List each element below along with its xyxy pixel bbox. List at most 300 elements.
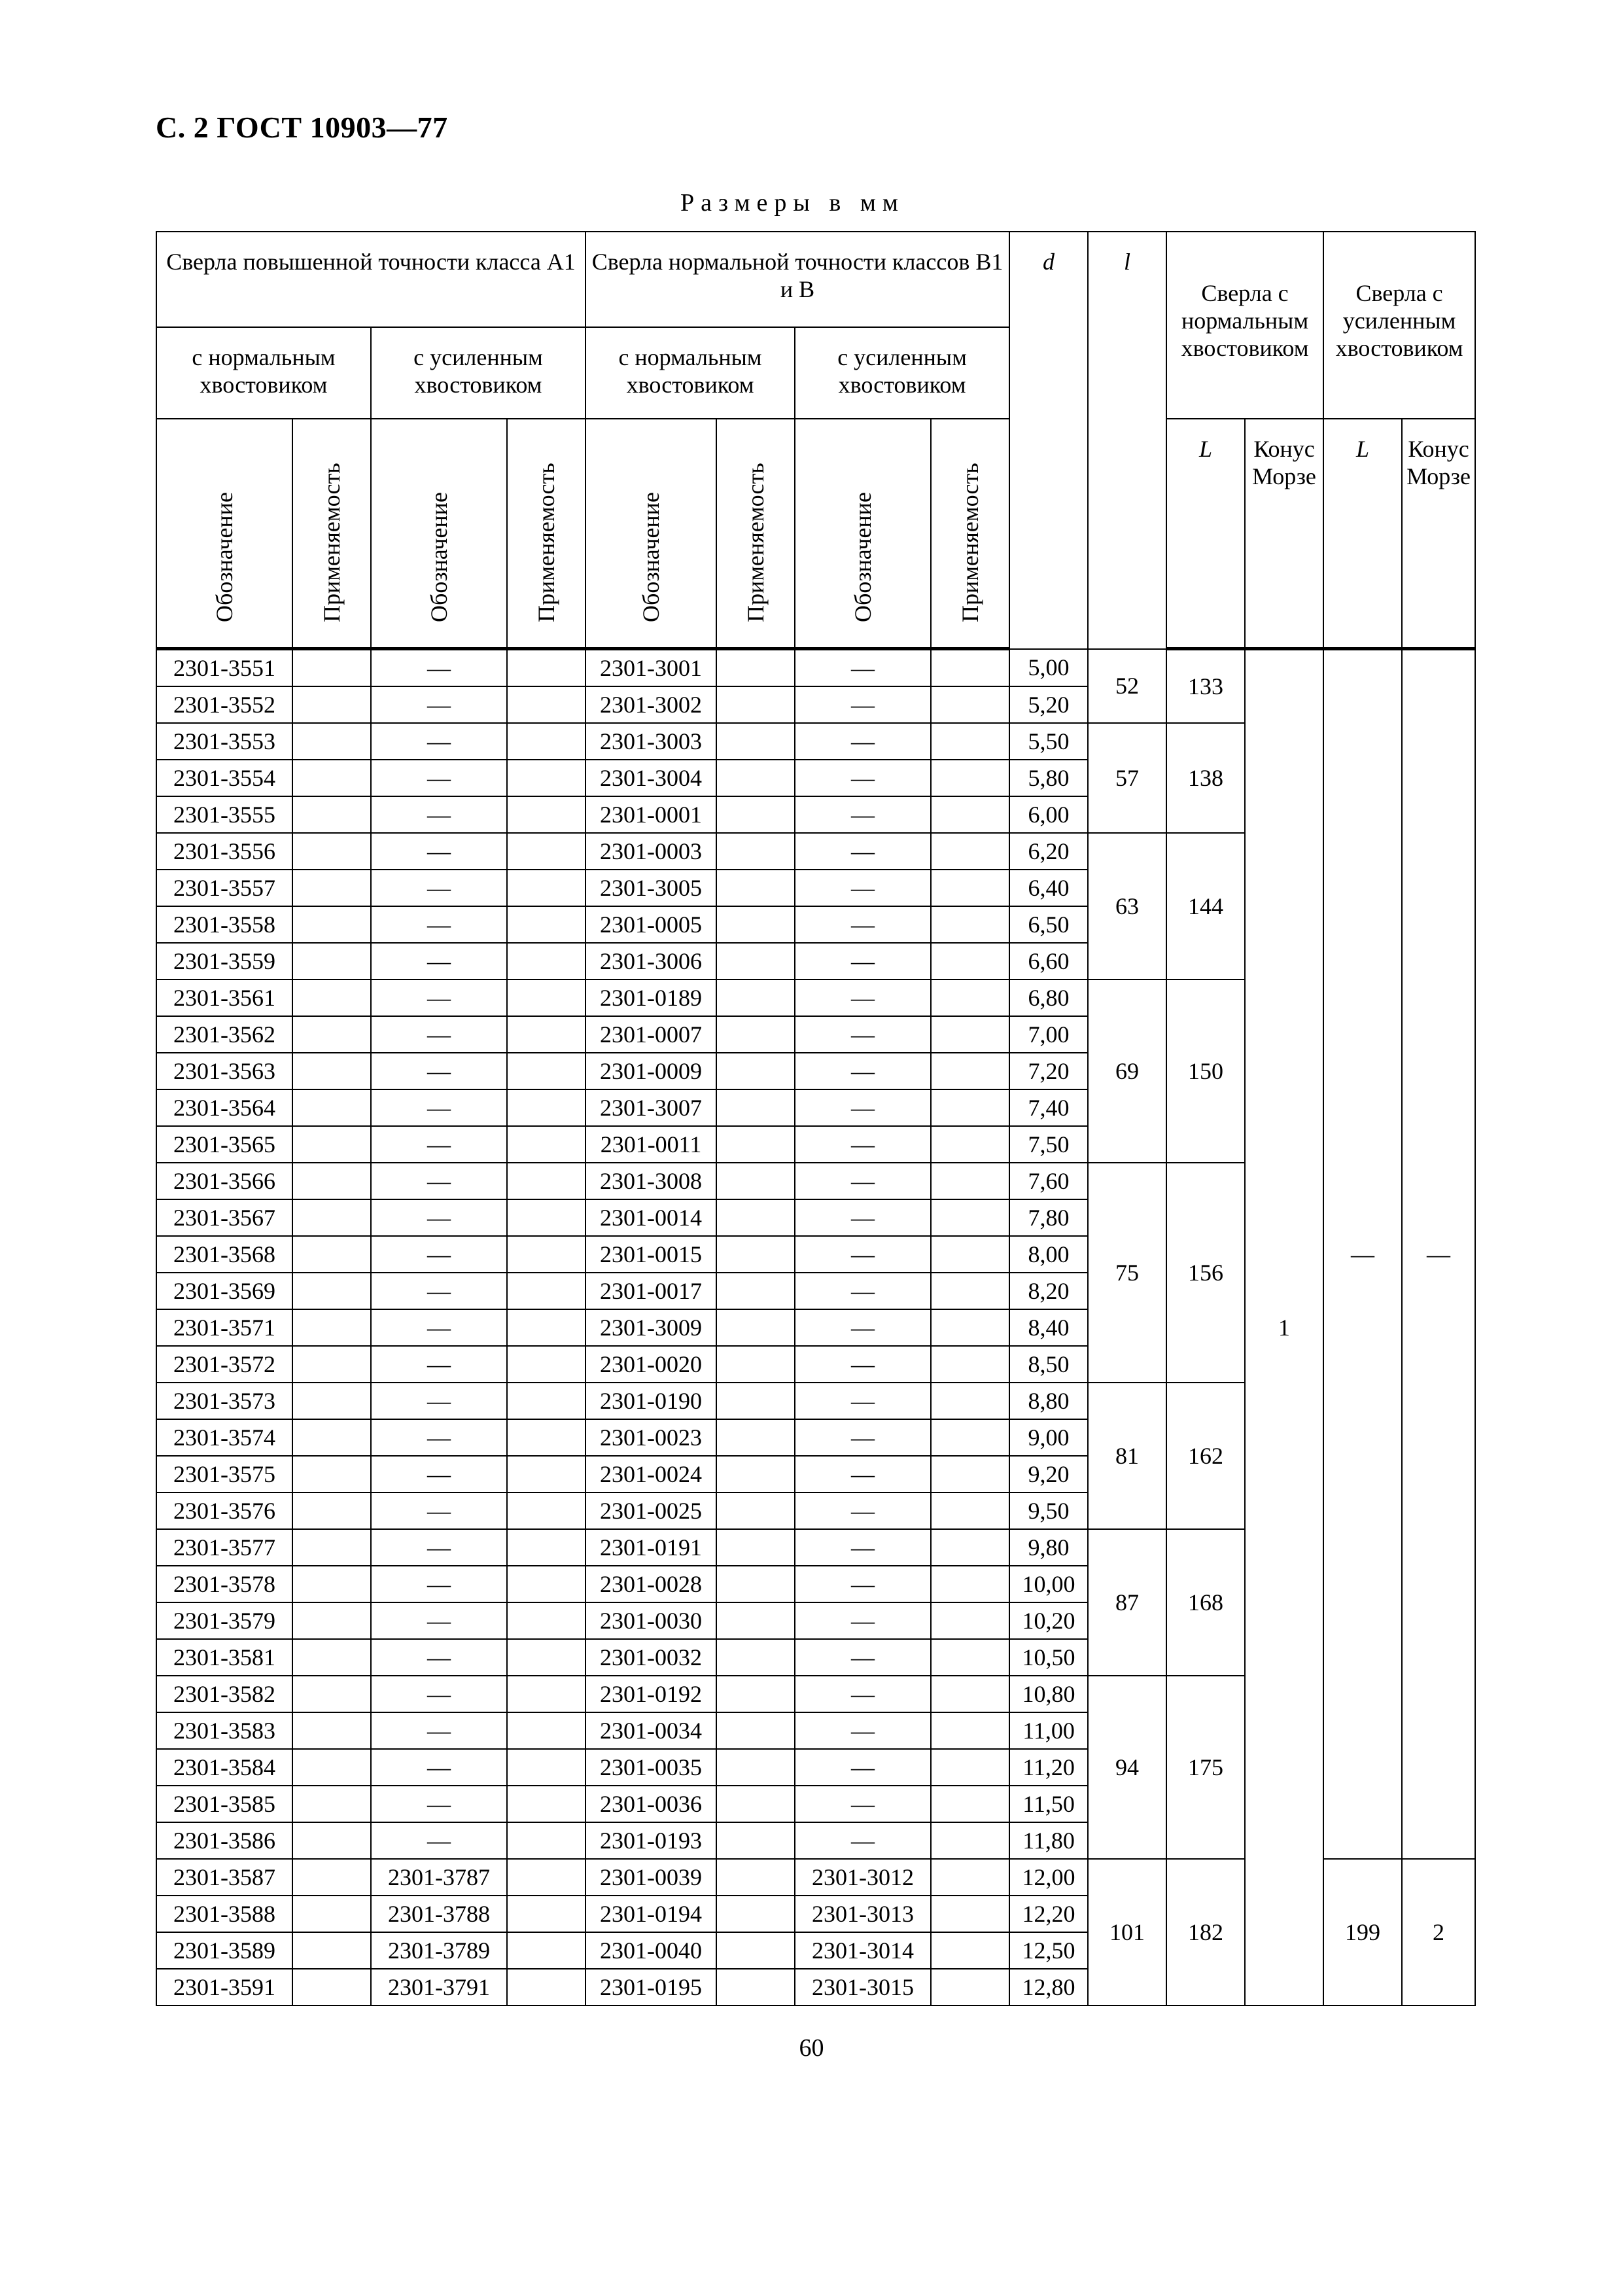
applicability-b-normal [716,1529,795,1566]
applicability-b-reinforced [931,1383,1009,1419]
designation-a1-normal: 2301-3584 [156,1749,292,1786]
length-l: 75 [1088,1163,1166,1383]
col-L-normal [1166,419,1245,649]
designation-a1-reinforced: — [371,1089,507,1126]
applicability-b-normal [716,870,795,906]
designation-a1-reinforced: — [371,980,507,1016]
designation-a1-normal: 2301-3562 [156,1016,292,1053]
diameter-d: 12,50 [1009,1932,1088,1969]
applicability-a1-normal [292,1932,371,1969]
diameter-d: 10,00 [1009,1566,1088,1602]
applicability-b-normal [716,1676,795,1712]
applicability-a1-reinforced [507,1456,585,1492]
designation-a1-reinforced: — [371,796,507,833]
designation-a1-normal: 2301-3552 [156,686,292,723]
applicability-b-reinforced [931,1126,1009,1163]
morse-taper-reinforced: 2 [1402,1859,1475,2005]
designation-a1-normal: 2301-3579 [156,1602,292,1639]
designation-b-normal: 2301-0032 [585,1639,716,1676]
table-row [156,649,1475,687]
designation-b-normal: 2301-0039 [585,1859,716,1896]
designation-a1-normal: 2301-3574 [156,1419,292,1456]
designation-b-normal: 2301-3006 [585,943,716,980]
applicability-a1-reinforced [507,1932,585,1969]
diameter-d: 8,80 [1009,1383,1088,1419]
morse-taper-reinforced: — [1402,649,1475,1860]
applicability-b-reinforced [931,686,1009,723]
designation-a1-normal: 2301-3585 [156,1786,292,1822]
applicability-b-reinforced [931,980,1009,1016]
col-applicability-b-normal: Применяемость [716,419,795,649]
diameter-d: 6,00 [1009,796,1088,833]
designation-a1-normal: 2301-3578 [156,1566,292,1602]
designation-a1-reinforced: — [371,1419,507,1456]
designation-b-normal: 2301-0011 [585,1126,716,1163]
diameter-d: 5,50 [1009,723,1088,760]
designation-a1-reinforced: — [371,1053,507,1089]
applicability-b-normal [716,1016,795,1053]
designation-b-reinforced: — [795,1712,931,1749]
applicability-a1-normal [292,1199,371,1236]
designation-b-reinforced: — [795,1016,931,1053]
designation-a1-reinforced: — [371,1492,507,1529]
applicability-a1-normal [292,906,371,943]
designation-a1-normal: 2301-3582 [156,1676,292,1712]
applicability-a1-reinforced [507,1822,585,1859]
header-l [1088,232,1166,649]
length-L-normal: 168 [1166,1529,1245,1676]
diameter-d: 6,80 [1009,980,1088,1016]
designation-b-normal: 2301-3001 [585,649,716,687]
designation-b-normal: 2301-0193 [585,1822,716,1859]
designation-a1-normal: 2301-3568 [156,1236,292,1273]
applicability-a1-normal [292,1309,371,1346]
designation-a1-reinforced: — [371,1383,507,1419]
designation-b-normal: 2301-0028 [585,1566,716,1602]
designation-b-normal: 2301-0003 [585,833,716,870]
applicability-a1-reinforced [507,1969,585,2005]
applicability-a1-reinforced [507,1163,585,1199]
designation-a1-reinforced: — [371,649,507,687]
designation-b-normal: 2301-0036 [585,1786,716,1822]
applicability-a1-reinforced [507,1089,585,1126]
applicability-a1-reinforced [507,1786,585,1822]
applicability-a1-reinforced [507,1273,585,1309]
designation-a1-normal: 2301-3573 [156,1383,292,1419]
designation-b-normal: 2301-3002 [585,686,716,723]
designation-a1-reinforced: — [371,1346,507,1383]
diameter-d: 7,00 [1009,1016,1088,1053]
length-L-reinforced: — [1323,649,1402,1860]
diameter-d: 11,20 [1009,1749,1088,1786]
designation-b-reinforced: — [795,906,931,943]
document-header: С. 2 ГОСТ 10903—77 [156,111,448,144]
applicability-a1-normal [292,1053,371,1089]
designation-b-reinforced: — [795,1676,931,1712]
diameter-d: 8,20 [1009,1273,1088,1309]
applicability-b-reinforced [931,1089,1009,1126]
designation-a1-normal: 2301-3554 [156,760,292,796]
designation-a1-reinforced: — [371,1712,507,1749]
designation-b-reinforced: — [795,1236,931,1273]
length-L-normal: 144 [1166,833,1245,980]
applicability-b-normal [716,1053,795,1089]
designation-a1-normal: 2301-3591 [156,1969,292,2005]
diameter-d: 5,00 [1009,649,1088,687]
diameter-d: 10,50 [1009,1639,1088,1676]
applicability-a1-reinforced [507,1639,585,1676]
header-d-label: d [1043,249,1055,275]
header-l-label: l [1124,249,1131,275]
diameter-d: 8,00 [1009,1236,1088,1273]
applicability-a1-reinforced [507,1712,585,1749]
applicability-b-normal [716,1309,795,1346]
applicability-a1-normal [292,1492,371,1529]
designation-a1-normal: 2301-3557 [156,870,292,906]
designation-b-reinforced: — [795,796,931,833]
applicability-a1-normal [292,1273,371,1309]
length-L-reinforced: 199 [1323,1859,1402,2005]
applicability-a1-reinforced [507,1236,585,1273]
designation-b-normal: 2301-0190 [585,1383,716,1419]
applicability-a1-reinforced [507,1419,585,1456]
designation-b-normal: 2301-0001 [585,796,716,833]
designation-b-reinforced: — [795,1602,931,1639]
applicability-a1-normal [292,870,371,906]
applicability-b-normal [716,1089,795,1126]
length-L-normal: 156 [1166,1163,1245,1383]
designation-b-reinforced: — [795,1199,931,1236]
applicability-a1-normal [292,723,371,760]
applicability-a1-reinforced [507,1016,585,1053]
designation-a1-reinforced: — [371,1786,507,1822]
designation-a1-normal: 2301-3561 [156,980,292,1016]
page-number: 60 [799,2034,824,2062]
applicability-b-reinforced [931,1749,1009,1786]
designation-a1-normal: 2301-3564 [156,1089,292,1126]
designation-a1-normal: 2301-3559 [156,943,292,980]
applicability-b-normal [716,686,795,723]
diameter-d: 6,40 [1009,870,1088,906]
designation-b-reinforced: — [795,1822,931,1859]
designation-b-normal: 2301-0035 [585,1749,716,1786]
applicability-b-reinforced [931,1199,1009,1236]
designation-a1-reinforced: — [371,1163,507,1199]
length-l: 63 [1088,833,1166,980]
header-d [1009,232,1088,649]
designation-b-reinforced: — [795,980,931,1016]
applicability-a1-normal [292,833,371,870]
applicability-b-reinforced [931,1969,1009,2005]
col-designation-a1-normal: Обозначение [156,419,292,649]
designation-a1-reinforced: — [371,1016,507,1053]
applicability-b-normal [716,760,795,796]
designation-b-normal: 2301-0020 [585,1346,716,1383]
designation-a1-normal: 2301-3556 [156,833,292,870]
applicability-b-reinforced [931,723,1009,760]
applicability-b-normal [716,723,795,760]
designation-a1-normal: 2301-3576 [156,1492,292,1529]
applicability-a1-normal [292,1969,371,2005]
applicability-a1-reinforced [507,1566,585,1602]
designation-a1-reinforced: — [371,1749,507,1786]
designation-a1-normal: 2301-3565 [156,1126,292,1163]
designation-b-normal: 2301-0189 [585,980,716,1016]
table-body [156,649,1475,2006]
designation-a1-reinforced: — [371,833,507,870]
applicability-b-reinforced [931,760,1009,796]
applicability-a1-reinforced [507,723,585,760]
applicability-b-normal [716,943,795,980]
designation-b-normal: 2301-0007 [585,1016,716,1053]
applicability-b-reinforced [931,1786,1009,1822]
designation-b-reinforced: — [795,1126,931,1163]
designation-b-reinforced: 2301-3013 [795,1896,931,1932]
applicability-b-reinforced [931,1163,1009,1199]
col-L-normal-label: L [1199,436,1213,462]
applicability-b-reinforced [931,1602,1009,1639]
col-L-reinforced-label: L [1356,436,1370,462]
applicability-a1-normal [292,1566,371,1602]
col-morse-normal: Конус Морзе [1245,419,1323,649]
applicability-b-normal [716,1383,795,1419]
diameter-d: 6,20 [1009,833,1088,870]
applicability-b-normal [716,1639,795,1676]
length-L-normal: 138 [1166,723,1245,833]
designation-b-normal: 2301-0030 [585,1602,716,1639]
applicability-a1-normal [292,1822,371,1859]
designation-a1-reinforced: — [371,943,507,980]
applicability-b-reinforced [931,1053,1009,1089]
designation-b-reinforced: — [795,1492,931,1529]
length-L-normal: 182 [1166,1859,1245,2005]
units-caption: Размеры в мм [680,189,905,217]
designation-a1-normal: 2301-3567 [156,1199,292,1236]
applicability-a1-reinforced [507,1126,585,1163]
designation-b-reinforced: — [795,1529,931,1566]
designation-a1-reinforced: — [371,1199,507,1236]
designation-a1-reinforced: 2301-3789 [371,1932,507,1969]
applicability-a1-reinforced [507,1199,585,1236]
length-L-normal: 150 [1166,980,1245,1163]
applicability-b-reinforced [931,649,1009,687]
header-normal-precision: Сверла нормальной точности классов В1 и В [585,232,1009,327]
length-l: 57 [1088,723,1166,833]
applicability-a1-normal [292,980,371,1016]
designation-a1-reinforced: 2301-3788 [371,1896,507,1932]
diameter-d: 7,50 [1009,1126,1088,1163]
designation-b-normal: 2301-3005 [585,870,716,906]
length-L-normal: 175 [1166,1676,1245,1859]
diameter-d: 7,60 [1009,1163,1088,1199]
length-l: 81 [1088,1383,1166,1529]
designation-a1-normal: 2301-3588 [156,1896,292,1932]
applicability-b-normal [716,1419,795,1456]
applicability-b-reinforced [931,1859,1009,1896]
diameter-d: 7,40 [1009,1089,1088,1126]
applicability-a1-reinforced [507,686,585,723]
diameter-d: 8,40 [1009,1309,1088,1346]
drill-spec-table [156,231,1476,2006]
applicability-a1-normal [292,1676,371,1712]
applicability-a1-reinforced [507,1383,585,1419]
applicability-a1-reinforced [507,1492,585,1529]
designation-a1-normal: 2301-3563 [156,1053,292,1089]
applicability-b-normal [716,1932,795,1969]
applicability-b-reinforced [931,1932,1009,1969]
col-designation-b-normal: Обозначение [585,419,716,649]
applicability-b-normal [716,1566,795,1602]
designation-b-reinforced: — [795,649,931,687]
applicability-a1-normal [292,649,371,687]
designation-a1-reinforced: — [371,1566,507,1602]
applicability-b-normal [716,1273,795,1309]
applicability-a1-reinforced [507,1346,585,1383]
designation-b-normal: 2301-0023 [585,1419,716,1456]
designation-b-normal: 2301-3007 [585,1089,716,1126]
applicability-a1-normal [292,1236,371,1273]
subheader-a1-reinforced-shank: с усиленным хвостовиком [371,327,585,419]
designation-b-reinforced: — [795,1089,931,1126]
designation-b-reinforced: — [795,943,931,980]
designation-b-normal: 2301-0017 [585,1273,716,1309]
col-designation-b-reinforced: Обозначение [795,419,931,649]
applicability-a1-reinforced [507,1859,585,1896]
applicability-b-reinforced [931,906,1009,943]
col-applicability-b-reinforced: Применяемость [931,419,1009,649]
applicability-a1-normal [292,760,371,796]
designation-b-normal: 2301-3003 [585,723,716,760]
designation-a1-reinforced: 2301-3787 [371,1859,507,1896]
designation-a1-reinforced: — [371,686,507,723]
applicability-b-reinforced [931,1419,1009,1456]
applicability-a1-reinforced [507,796,585,833]
applicability-b-reinforced [931,943,1009,980]
diameter-d: 9,00 [1009,1419,1088,1456]
designation-b-normal: 2301-0191 [585,1529,716,1566]
applicability-b-reinforced [931,1309,1009,1346]
applicability-a1-reinforced [507,943,585,980]
applicability-a1-reinforced [507,833,585,870]
applicability-a1-normal [292,1859,371,1896]
designation-b-reinforced: — [795,1309,931,1346]
applicability-b-reinforced [931,1896,1009,1932]
applicability-a1-normal [292,1639,371,1676]
designation-a1-reinforced: — [371,870,507,906]
applicability-b-normal [716,1859,795,1896]
designation-b-reinforced: — [795,870,931,906]
applicability-b-reinforced [931,1822,1009,1859]
length-l: 52 [1088,649,1166,724]
applicability-b-normal [716,1786,795,1822]
designation-b-reinforced: — [795,1456,931,1492]
length-L-normal: 133 [1166,649,1245,724]
applicability-b-normal [716,1896,795,1932]
designation-a1-reinforced: — [371,1639,507,1676]
designation-a1-reinforced: — [371,1273,507,1309]
diameter-d: 5,20 [1009,686,1088,723]
subheader-b-reinforced-shank: с усиленным хвостовиком [795,327,1009,419]
designation-a1-normal: 2301-3571 [156,1309,292,1346]
header-high-precision: Сверла повышенной точности класса А1 [156,232,585,327]
designation-b-reinforced: — [795,833,931,870]
applicability-a1-normal [292,1016,371,1053]
applicability-b-normal [716,1456,795,1492]
designation-a1-reinforced: — [371,1676,507,1712]
designation-a1-normal: 2301-3586 [156,1822,292,1859]
designation-b-reinforced: — [795,1273,931,1309]
applicability-a1-reinforced [507,649,585,687]
applicability-b-reinforced [931,833,1009,870]
designation-a1-reinforced: — [371,760,507,796]
diameter-d: 9,20 [1009,1456,1088,1492]
applicability-b-reinforced [931,1566,1009,1602]
applicability-b-reinforced [931,1016,1009,1053]
designation-a1-normal: 2301-3558 [156,906,292,943]
applicability-a1-reinforced [507,1309,585,1346]
diameter-d: 7,20 [1009,1053,1088,1089]
col-applicability-a1-normal: Применяемость [292,419,371,649]
applicability-a1-normal [292,1163,371,1199]
applicability-b-normal [716,833,795,870]
applicability-b-normal [716,1492,795,1529]
applicability-b-reinforced [931,1236,1009,1273]
applicability-a1-normal [292,1419,371,1456]
applicability-b-normal [716,649,795,687]
applicability-a1-reinforced [507,1529,585,1566]
col-designation-a1-reinforced: Обозначение [371,419,507,649]
applicability-b-normal [716,906,795,943]
diameter-d: 12,00 [1009,1859,1088,1896]
diameter-d: 9,80 [1009,1529,1088,1566]
applicability-b-normal [716,1749,795,1786]
designation-a1-normal: 2301-3589 [156,1932,292,1969]
applicability-a1-reinforced [507,1053,585,1089]
applicability-b-reinforced [931,870,1009,906]
designation-b-reinforced: 2301-3014 [795,1932,931,1969]
designation-b-normal: 2301-0195 [585,1969,716,2005]
designation-b-normal: 2301-0024 [585,1456,716,1492]
applicability-b-normal [716,1199,795,1236]
applicability-a1-reinforced [507,1602,585,1639]
designation-b-normal: 2301-0192 [585,1676,716,1712]
designation-a1-normal: 2301-3587 [156,1859,292,1896]
diameter-d: 6,60 [1009,943,1088,980]
header-normal-shank-drills: Сверла с нормальным хвостовиком [1166,232,1323,419]
diameter-d: 10,20 [1009,1602,1088,1639]
designation-b-normal: 2301-0014 [585,1199,716,1236]
diameter-d: 12,80 [1009,1969,1088,2005]
designation-b-normal: 2301-3008 [585,1163,716,1199]
applicability-b-reinforced [931,1712,1009,1749]
applicability-a1-normal [292,796,371,833]
designation-a1-normal: 2301-3555 [156,796,292,833]
col-morse-reinforced: Конус Морзе [1402,419,1475,649]
applicability-a1-normal [292,1749,371,1786]
designation-a1-reinforced: — [371,1456,507,1492]
applicability-a1-normal [292,1712,371,1749]
designation-b-reinforced: — [795,1053,931,1089]
diameter-d: 11,50 [1009,1786,1088,1822]
applicability-b-normal [716,1969,795,2005]
designation-b-reinforced: — [795,1566,931,1602]
designation-b-normal: 2301-0040 [585,1932,716,1969]
designation-b-reinforced: — [795,1383,931,1419]
designation-b-normal: 2301-3004 [585,760,716,796]
applicability-b-reinforced [931,1456,1009,1492]
designation-a1-normal: 2301-3566 [156,1163,292,1199]
col-applicability-a1-reinforced: Применяемость [507,419,585,649]
